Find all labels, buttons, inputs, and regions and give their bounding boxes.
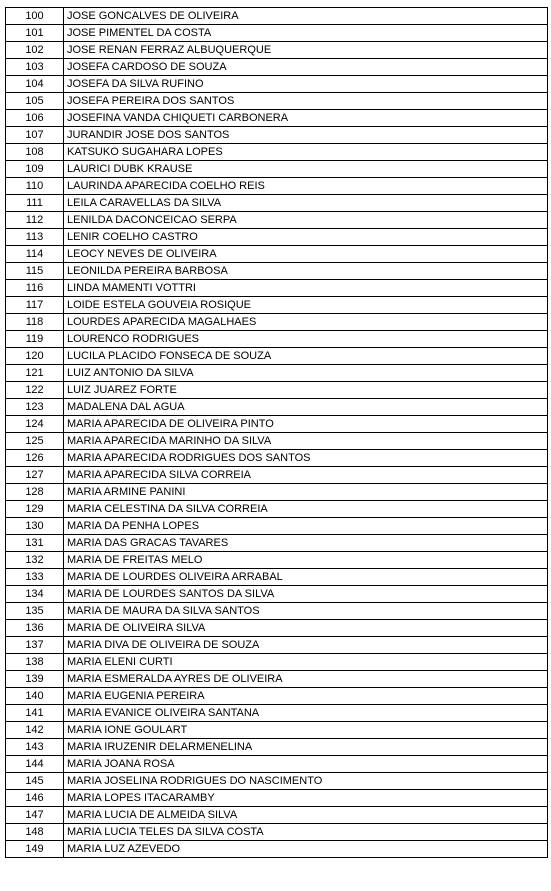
table-row [6,824,548,841]
table-row [6,433,548,450]
person-name-cell: LEOCY NEVES DE OLIVEIRA [64,246,548,263]
table-row [6,637,548,654]
person-name-cell: JOSEFA DA SILVA RUFINO [64,76,548,93]
person-name-cell: LENILDA DACONCEICAO SERPA [64,212,548,229]
person-name-cell: MARIA IONE GOULART [64,722,548,739]
person-name-cell: LOURDES APARECIDA MAGALHAES [64,314,548,331]
table-row [6,246,548,263]
person-name-cell: LINDA MAMENTI VOTTRI [64,280,548,297]
person-name-cell: MARIA LUCIA DE ALMEIDA SILVA [64,807,548,824]
table-row [6,229,548,246]
person-name-cell: MARIA ESMERALDA AYRES DE OLIVEIRA [64,671,548,688]
table-row [6,195,548,212]
table-row [6,688,548,705]
row-number-cell: 111 [6,195,64,212]
person-name-cell: JURANDIR JOSE DOS SANTOS [64,127,548,144]
person-name-cell: MARIA JOSELINA RODRIGUES DO NASCIMENTO [64,773,548,790]
table-row [6,212,548,229]
person-name-cell: LUIZ ANTONIO DA SILVA [64,365,548,382]
row-number-cell: 129 [6,501,64,518]
row-number-cell: 146 [6,790,64,807]
table-row [6,144,548,161]
row-number-cell: 100 [6,8,64,25]
row-number-cell: 121 [6,365,64,382]
person-name-cell: MARIA DE FREITAS MELO [64,552,548,569]
row-number-cell: 125 [6,433,64,450]
table-row [6,569,548,586]
table-row [6,671,548,688]
table-row [6,416,548,433]
person-name-cell: JOSEFA CARDOSO DE SOUZA [64,59,548,76]
table-row [6,297,548,314]
row-number-cell: 137 [6,637,64,654]
person-name-cell: MARIA APARECIDA SILVA CORREIA [64,467,548,484]
person-name-cell: JOSE RENAN FERRAZ ALBUQUERQUE [64,42,548,59]
table-row [6,841,548,858]
person-name-cell: MARIA CELESTINA DA SILVA CORREIA [64,501,548,518]
row-number-cell: 143 [6,739,64,756]
table-row [6,518,548,535]
row-number-cell: 106 [6,110,64,127]
table-row [6,586,548,603]
person-name-cell: MADALENA DAL AGUA [64,399,548,416]
table-row [6,484,548,501]
person-name-cell: MARIA DE LOURDES OLIVEIRA ARRABAL [64,569,548,586]
person-name-cell: MARIA ARMINE PANINI [64,484,548,501]
row-number-cell: 103 [6,59,64,76]
person-name-cell: MARIA JOANA ROSA [64,756,548,773]
names-table [5,7,548,858]
row-number-cell: 101 [6,25,64,42]
row-number-cell: 120 [6,348,64,365]
table-row [6,722,548,739]
row-number-cell: 138 [6,654,64,671]
row-number-cell: 105 [6,93,64,110]
person-name-cell: MARIA DE OLIVEIRA SILVA [64,620,548,637]
table-row [6,501,548,518]
table-row [6,705,548,722]
table-row [6,348,548,365]
table-row [6,450,548,467]
row-number-cell: 133 [6,569,64,586]
row-number-cell: 134 [6,586,64,603]
table-row [6,161,548,178]
person-name-cell: JOSEFINA VANDA CHIQUETI CARBONERA [64,110,548,127]
table-row [6,654,548,671]
person-name-cell: MARIA DE MAURA DA SILVA SANTOS [64,603,548,620]
row-number-cell: 115 [6,263,64,280]
row-number-cell: 102 [6,42,64,59]
row-number-cell: 116 [6,280,64,297]
person-name-cell: MARIA LUCIA TELES DA SILVA COSTA [64,824,548,841]
person-name-cell: MARIA DAS GRACAS TAVARES [64,535,548,552]
table-row [6,790,548,807]
table-row [6,25,548,42]
table-row [6,807,548,824]
row-number-cell: 132 [6,552,64,569]
person-name-cell: MARIA EUGENIA PEREIRA [64,688,548,705]
table-row [6,620,548,637]
row-number-cell: 126 [6,450,64,467]
person-name-cell: LUCILA PLACIDO FONSECA DE SOUZA [64,348,548,365]
table-row [6,93,548,110]
table-row [6,42,548,59]
table-row [6,59,548,76]
person-name-cell: MARIA APARECIDA DE OLIVEIRA PINTO [64,416,548,433]
table-row [6,8,548,25]
table-row [6,331,548,348]
person-name-cell: JOSE GONCALVES DE OLIVEIRA [64,8,548,25]
row-number-cell: 136 [6,620,64,637]
row-number-cell: 147 [6,807,64,824]
table-row [6,773,548,790]
person-name-cell: LAURICI DUBK KRAUSE [64,161,548,178]
row-number-cell: 148 [6,824,64,841]
table-row [6,739,548,756]
table-row [6,76,548,93]
table-row [6,603,548,620]
row-number-cell: 149 [6,841,64,858]
table-row [6,382,548,399]
row-number-cell: 140 [6,688,64,705]
person-name-cell: LEONILDA PEREIRA BARBOSA [64,263,548,280]
table-row [6,127,548,144]
names-table-body [6,8,548,858]
row-number-cell: 124 [6,416,64,433]
person-name-cell: LAURINDA APARECIDA COELHO REIS [64,178,548,195]
table-row [6,280,548,297]
row-number-cell: 145 [6,773,64,790]
person-name-cell: MARIA APARECIDA RODRIGUES DOS SANTOS [64,450,548,467]
row-number-cell: 122 [6,382,64,399]
table-row [6,263,548,280]
row-number-cell: 118 [6,314,64,331]
row-number-cell: 139 [6,671,64,688]
person-name-cell: LENIR COELHO CASTRO [64,229,548,246]
row-number-cell: 131 [6,535,64,552]
row-number-cell: 108 [6,144,64,161]
row-number-cell: 127 [6,467,64,484]
table-row [6,110,548,127]
person-name-cell: MARIA IRUZENIR DELARMENELINA [64,739,548,756]
row-number-cell: 113 [6,229,64,246]
person-name-cell: MARIA LOPES ITACARAMBY [64,790,548,807]
person-name-cell: LOIDE ESTELA GOUVEIA ROSIQUE [64,297,548,314]
person-name-cell: JOSE PIMENTEL DA COSTA [64,25,548,42]
row-number-cell: 135 [6,603,64,620]
person-name-cell: MARIA DA PENHA LOPES [64,518,548,535]
row-number-cell: 119 [6,331,64,348]
person-name-cell: MARIA EVANICE OLIVEIRA SANTANA [64,705,548,722]
row-number-cell: 144 [6,756,64,773]
row-number-cell: 141 [6,705,64,722]
table-row [6,552,548,569]
table-row [6,365,548,382]
person-name-cell: LOURENCO RODRIGUES [64,331,548,348]
row-number-cell: 123 [6,399,64,416]
row-number-cell: 104 [6,76,64,93]
row-number-cell: 109 [6,161,64,178]
row-number-cell: 110 [6,178,64,195]
person-name-cell: MARIA APARECIDA MARINHO DA SILVA [64,433,548,450]
person-name-cell: MARIA DE LOURDES SANTOS DA SILVA [64,586,548,603]
row-number-cell: 128 [6,484,64,501]
person-name-cell: MARIA LUZ AZEVEDO [64,841,548,858]
row-number-cell: 117 [6,297,64,314]
person-name-cell: JOSEFA PEREIRA DOS SANTOS [64,93,548,110]
person-name-cell: LUIZ JUAREZ FORTE [64,382,548,399]
table-row [6,467,548,484]
person-name-cell: KATSUKO SUGAHARA LOPES [64,144,548,161]
row-number-cell: 112 [6,212,64,229]
row-number-cell: 107 [6,127,64,144]
person-name-cell: MARIA ELENI CURTI [64,654,548,671]
table-row [6,399,548,416]
table-row [6,314,548,331]
table-row [6,535,548,552]
table-row [6,178,548,195]
person-name-cell: LEILA CARAVELLAS DA SILVA [64,195,548,212]
table-row [6,756,548,773]
row-number-cell: 114 [6,246,64,263]
person-name-cell: MARIA DIVA DE OLIVEIRA DE SOUZA [64,637,548,654]
row-number-cell: 130 [6,518,64,535]
row-number-cell: 142 [6,722,64,739]
